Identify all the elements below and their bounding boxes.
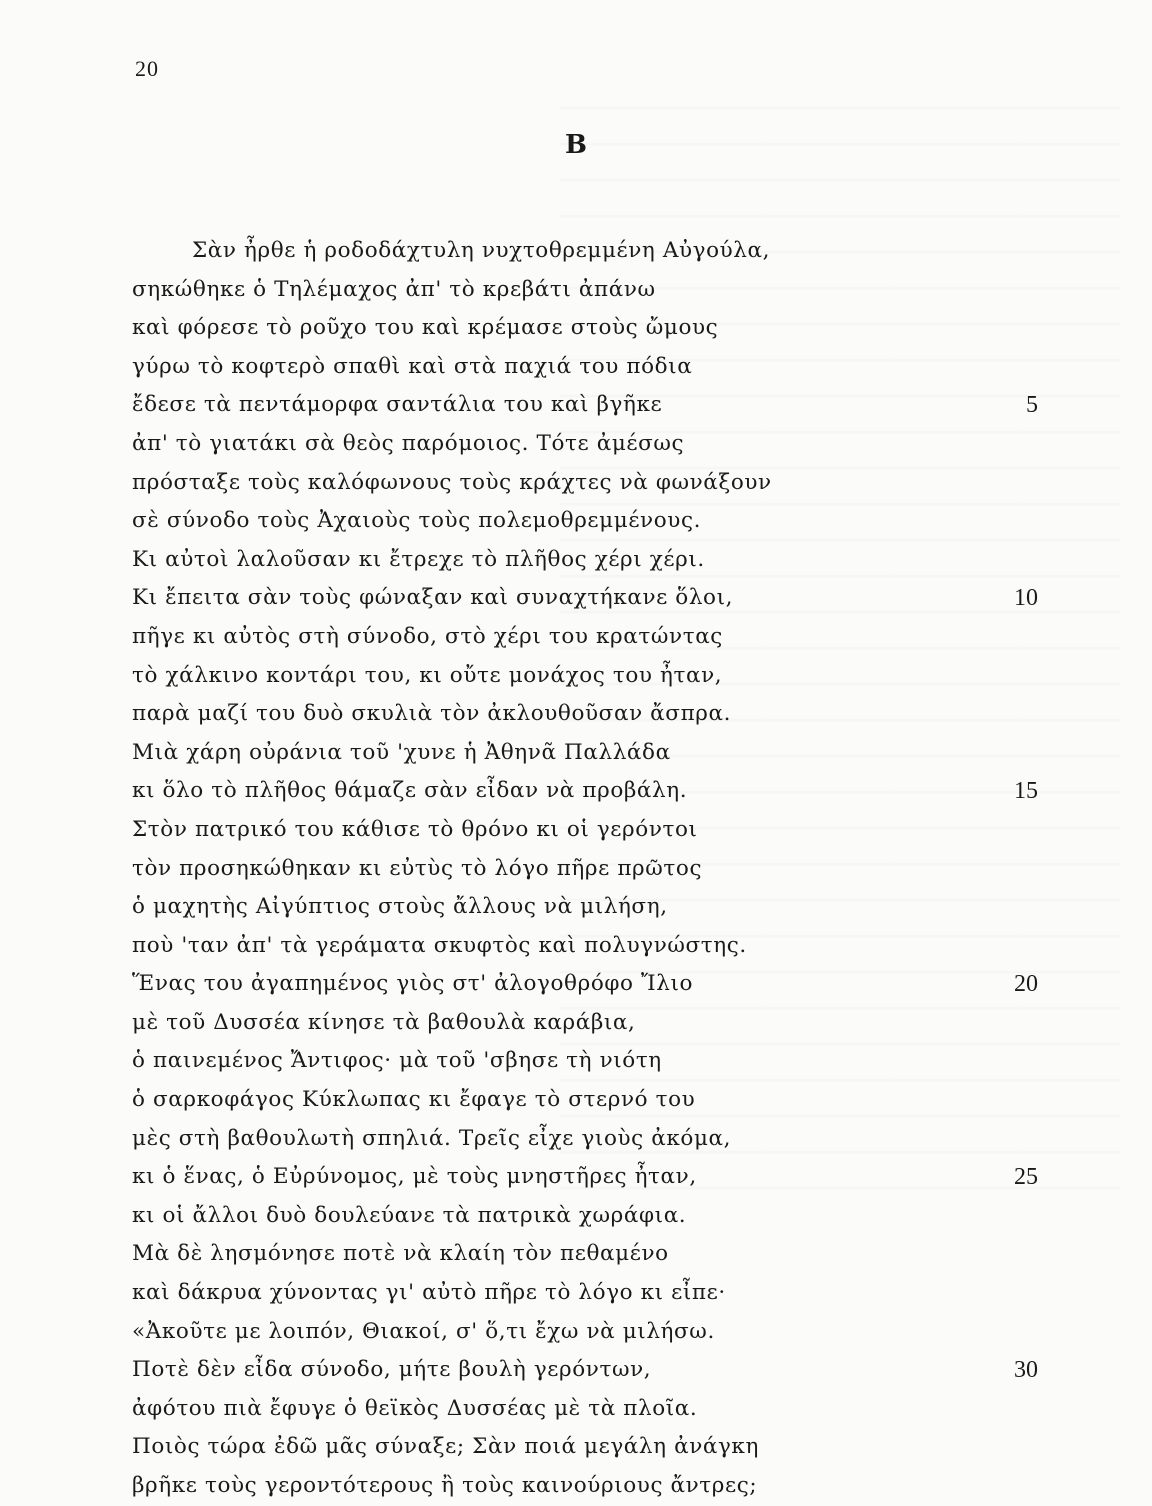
verse-line bbox=[0, 772, 1152, 811]
verse-line bbox=[0, 348, 1152, 387]
verse-line bbox=[0, 1081, 1152, 1120]
verse-text: μὲς στὴ βαθουλωτὴ σπηλιά. Τρεῖς εἶχε γιοὺς ἀκόμα, bbox=[132, 1125, 732, 1151]
line-number: 20 bbox=[1014, 971, 1038, 998]
line-number: 25 bbox=[1014, 1164, 1038, 1191]
verse-text: κι οἱ ἄλλοι δυὸ δουλεύανε τὰ πατρικὰ χωράφια. bbox=[132, 1202, 687, 1228]
verse-line bbox=[0, 1042, 1152, 1081]
verse-line bbox=[0, 657, 1152, 696]
verse-text: τὸν προσηκώθηκαν κι εὐτὺς τὸ λόγο πῆρε πρῶτος bbox=[132, 855, 703, 881]
verse-text: κι ὅλο τὸ πλῆθος θάμαζε σὰν εἶδαν νὰ προβάλη. bbox=[132, 778, 688, 804]
verse-line bbox=[0, 271, 1152, 310]
verse-line bbox=[0, 618, 1152, 657]
verse-text: Ποτὲ δὲν εἶδα σύνοδο, μήτε βουλὴ γερόντων, bbox=[132, 1357, 652, 1383]
verse-text: Ἕνας του ἀγαπημένος γιὸς στ' ἀλογοθρόφο Ἴλιο bbox=[132, 971, 694, 997]
verse-line bbox=[0, 464, 1152, 503]
verse-line bbox=[0, 541, 1152, 580]
verse-text: μὲ τοῦ Δυσσέα κίνησε τὰ βαθουλὰ καράβια, bbox=[132, 1009, 636, 1035]
verse-text: Ποιὸς τώρα ἐδῶ μᾶς σύναξε; Σὰν ποιά μεγάλη ἀνάγκη bbox=[132, 1434, 759, 1460]
verse-text: ὁ παινεμένος Ἄντιφος· μὰ τοῦ 'σβησε τὴ νιότη bbox=[132, 1048, 662, 1074]
verse-line bbox=[0, 502, 1152, 541]
verse-text: καὶ δάκρυα χύνοντας γι' αὐτὸ πῆρε τὸ λόγο κι εἶπε· bbox=[132, 1280, 726, 1306]
verse-line bbox=[0, 850, 1152, 889]
verse-line bbox=[0, 1274, 1152, 1313]
verse-line bbox=[0, 232, 1152, 271]
line-number: 5 bbox=[1026, 392, 1038, 419]
verse-text: καὶ φόρεσε τὸ ροῦχο του καὶ κρέμασε στοὺς ὤμους bbox=[132, 315, 719, 341]
verse-line bbox=[0, 425, 1152, 464]
verse-text: σηκώθηκε ὁ Τηλέμαχος ἀπ' τὸ κρεβάτι ἀπάνω bbox=[132, 276, 656, 302]
verse-line bbox=[0, 1004, 1152, 1043]
line-number: 30 bbox=[1014, 1357, 1038, 1384]
verse-text: ὁ μαχητὴς Αἰγύπτιος στοὺς ἄλλους νὰ μιλήση, bbox=[132, 894, 668, 920]
verse-text: γύρω τὸ κοφτερὸ σπαθὶ καὶ στὰ παχιά του πόδια bbox=[132, 353, 693, 379]
verse-text: ποὺ 'ταν ἀπ' τὰ γεράματα σκυφτὸς καὶ πολυγνώστης. bbox=[132, 932, 747, 958]
verse-line bbox=[0, 811, 1152, 850]
verse-line bbox=[0, 1428, 1152, 1467]
verse-line bbox=[0, 1313, 1152, 1352]
verse-text: ὁ σαρκοφάγος Κύκλωπας κι ἔφαγε τὸ στερνό του bbox=[132, 1087, 696, 1113]
line-number: 10 bbox=[1014, 585, 1038, 612]
verse-text: ἀπ' τὸ γιατάκι σὰ θεὸς παρόμοιος. Τότε ἀμέσως bbox=[132, 430, 685, 456]
verse-line bbox=[0, 888, 1152, 927]
verse-line bbox=[0, 309, 1152, 348]
verse-line bbox=[0, 1351, 1152, 1390]
verse-text: κι ὁ ἕνας, ὁ Εὐρύνομος, μὲ τοὺς μνηστῆρες ἦταν, bbox=[132, 1164, 697, 1190]
verse-line bbox=[0, 927, 1152, 966]
verse-text: πῆγε κι αὐτὸς στὴ σύνοδο, στὸ χέρι του κρατώντας bbox=[132, 623, 723, 649]
verse-line bbox=[0, 1120, 1152, 1159]
verse-text: Στὸν πατρικό του κάθισε τὸ θρόνο κι οἱ γερόντοι bbox=[132, 816, 698, 842]
verse-line bbox=[0, 1197, 1152, 1236]
verse-text: ἀφότου πιὰ ἔφυγε ὁ θεϊκὸς Δυσσέας μὲ τὰ πλοῖα. bbox=[132, 1395, 698, 1421]
verse-text: Σὰν ἦρθε ἡ ροδοδάχτυλη νυχτοθρεμμένη Αὐγούλα, bbox=[192, 238, 771, 263]
verse-text: τὸ χάλκινο κοντάρι του, κι οὔτε μονάχος του ἦταν, bbox=[132, 662, 723, 688]
verse-line bbox=[0, 695, 1152, 734]
verse-text: βρῆκε τοὺς γεροντότερους ἢ τοὺς καινούριους ἄντρες; bbox=[132, 1473, 758, 1498]
verse-text: «Ἀκοῦτε με λοιπόν, Θιακοί, σ' ὅ,τι ἔχω νὰ μιλήσω. bbox=[132, 1318, 715, 1344]
verse-line bbox=[0, 579, 1152, 618]
verse-text: Κι ἔπειτα σὰν τοὺς φώναξαν καὶ συναχτήκανε ὅλοι, bbox=[132, 585, 734, 611]
verse-line bbox=[0, 965, 1152, 1004]
verse-text: ἔδεσε τὰ πεντάμορφα σαντάλια του καὶ βγῆκε bbox=[132, 392, 663, 418]
verse-line bbox=[0, 734, 1152, 773]
verse-line bbox=[0, 1235, 1152, 1274]
section-heading: B bbox=[565, 130, 587, 160]
verse-text: Μὰ δὲ λησμόνησε ποτὲ νὰ κλαίη τὸν πεθαμένο bbox=[132, 1241, 669, 1267]
verse-text: πρόσταξε τοὺς καλόφωνους τοὺς κράχτες νὰ φωνάξουν bbox=[132, 469, 772, 495]
verse-line bbox=[0, 1390, 1152, 1429]
verse-text: παρὰ μαζί του δυὸ σκυλιὰ τὸν ἀκλουθοῦσαν ἄσπρα. bbox=[132, 701, 732, 727]
poem-body bbox=[0, 232, 1152, 1506]
verse-text: Κι αὐτοὶ λαλοῦσαν κι ἔτρεχε τὸ πλῆθος χέρι χέρι. bbox=[132, 546, 705, 572]
verse-text: σὲ σύνοδο τοὺς Ἀχαιοὺς τοὺς πολεμοθρεμμένους. bbox=[132, 508, 702, 534]
verse-line bbox=[0, 386, 1152, 425]
line-number: 15 bbox=[1014, 778, 1038, 805]
verse-text: Μιὰ χάρη οὐράνια τοῦ 'χυνε ἡ Ἀθηνᾶ Παλλάδα bbox=[132, 739, 671, 765]
verse-line bbox=[0, 1158, 1152, 1197]
page-number: 20 bbox=[135, 56, 159, 81]
